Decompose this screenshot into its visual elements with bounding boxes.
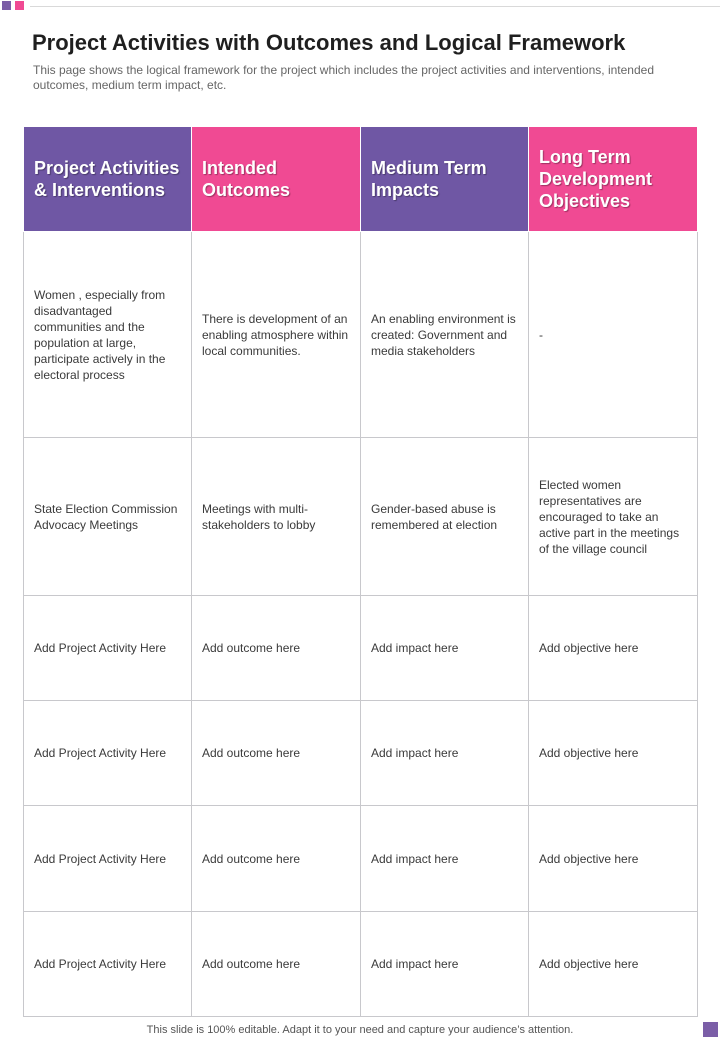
table-cell: Add impact here bbox=[361, 912, 529, 1017]
table-cell: Add Project Activity Here bbox=[24, 806, 192, 912]
table-cell: Add Project Activity Here bbox=[24, 701, 192, 806]
table-cell: An enabling environment is created: Government and media stakeholders bbox=[361, 232, 529, 438]
table-cell: Meetings with multi-stakeholders to lobby bbox=[192, 438, 361, 596]
table-row bbox=[24, 438, 698, 596]
table-cell: Women , especially from disadvantaged communities and the population at large, participate actively in the electoral process bbox=[24, 232, 192, 438]
table-cell: Add Project Activity Here bbox=[24, 596, 192, 701]
table-cell: Add outcome here bbox=[192, 806, 361, 912]
table-cell: There is development of an enabling atmosphere within local communities. bbox=[192, 232, 361, 438]
page-title: Project Activities with Outcomes and Logical Framework bbox=[32, 30, 626, 55]
table-row bbox=[24, 912, 698, 1017]
header-impacts: Medium Term Impacts bbox=[361, 127, 529, 232]
table-cell: Gender-based abuse is remembered at election bbox=[361, 438, 529, 596]
footer-note: This slide is 100% editable. Adapt it to your need and capture your audience’s attention. bbox=[146, 1024, 574, 1036]
corner-decoration bbox=[2, 1, 24, 10]
table-cell: Add Project Activity Here bbox=[24, 912, 192, 1017]
table-cell: Add impact here bbox=[361, 806, 529, 912]
corner-square-pink bbox=[15, 1, 24, 10]
page-subtitle: This page shows the logical framework for the project which includes the project activities and interventions, intended outcomes, medium term impact, etc. bbox=[33, 63, 654, 92]
table-cell: Add impact here bbox=[361, 701, 529, 806]
table-cell: Add objective here bbox=[529, 701, 698, 806]
header-outcomes: Intended Outcomes bbox=[192, 127, 361, 232]
top-divider bbox=[30, 6, 720, 7]
table-row bbox=[24, 701, 698, 806]
table-cell: Add outcome here bbox=[192, 596, 361, 701]
table-cell: State Election Commission Advocacy Meetings bbox=[24, 438, 192, 596]
table-cell: Add outcome here bbox=[192, 912, 361, 1017]
footer-square bbox=[703, 1022, 718, 1037]
header-activities: Project Activities & Interventions bbox=[24, 127, 192, 232]
table-cell: Elected women representatives are encouraged to take an active part in the meetings of the village council bbox=[529, 438, 698, 596]
corner-square-purple bbox=[2, 1, 11, 10]
table-cell: Add outcome here bbox=[192, 701, 361, 806]
table-cell: Add objective here bbox=[529, 912, 698, 1017]
table-cell: - bbox=[529, 232, 698, 438]
table-cell: Add objective here bbox=[529, 806, 698, 912]
table-row bbox=[24, 232, 698, 438]
table-header-row bbox=[24, 127, 698, 232]
table-row bbox=[24, 596, 698, 701]
header-objectives: Long Term Development Objectives bbox=[529, 127, 698, 232]
table-row bbox=[24, 806, 698, 912]
table-cell: Add objective here bbox=[529, 596, 698, 701]
framework-table bbox=[23, 126, 698, 1017]
table-cell: Add impact here bbox=[361, 596, 529, 701]
